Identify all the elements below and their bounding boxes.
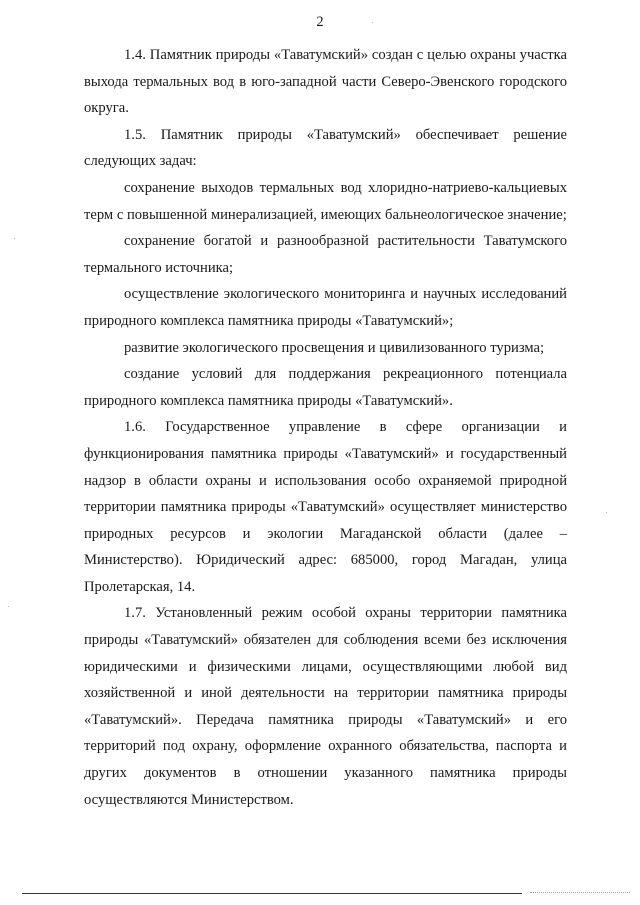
paragraph-1-4: 1.4. Памятник природы «Таватумский» создан с целью охраны участка выхода термальных вод в юго-западной части Северо-Эвенского городского округа. [84, 47, 567, 117]
task-item-thermal-springs: сохранение выходов термальных вод хлоридно-натриево-кальциевых терм с повышенной минерализацией, имеющих бальнеологическое значение; [84, 179, 567, 223]
task-item-monitoring: осуществление экологического мониторинга и научных исследований природного комплекса памятника природы «Таватумский»; [84, 286, 567, 329]
paragraph-1-5: 1.5. Памятник природы «Таватумский» обеспечивает решение следующих задач: [84, 126, 567, 170]
footer-rule [22, 893, 522, 894]
document-body [84, 42, 567, 813]
paragraph-1-7: 1.7. Установленный режим особой охраны территории памятника природы «Таватумский» обязателен для соблюдения всеми без исключения юридическими и физическими лицами, осуществляющими любой вид хозяйственной и иной деятельности на территории памятника природы «Таватумский». Передача памятника природы «Таватумский» и его территорий под охрану, оформление охранного обязательства, паспорта и других документов в отношении указанного памятника природы осуществляются Министерством. [84, 605, 567, 808]
paragraph-1-6: 1.6. Государственное управление в сфере организации и функционирования памятника природы «Таватумский» и государственный надзор в области охраны и использования особо охраняемой природной территории памятника природы «Таватумский» осуществляет министерство природных ресурсов и экологии Магаданской области (далее – Министерство). Юридический адрес: 685000, город Магадан, улица Пролетарская, 14. [84, 419, 567, 595]
task-item-vegetation: сохранение богатой и разнообразной растительности Таватумского термального источника; [84, 233, 567, 276]
task-item-recreation: создание условий для поддержания рекреационного потенциала природного комплекса памятника природы «Таватумский». [84, 366, 567, 409]
task-item-education: развитие экологического просвещения и цивилизованного туризма; [124, 339, 545, 356]
page-number: 2 [316, 14, 324, 30]
scan-speck [606, 512, 607, 513]
scan-speck [8, 606, 9, 607]
footer-dotted-rule [530, 892, 630, 893]
scan-speck [14, 238, 15, 239]
scan-speck [372, 22, 373, 23]
